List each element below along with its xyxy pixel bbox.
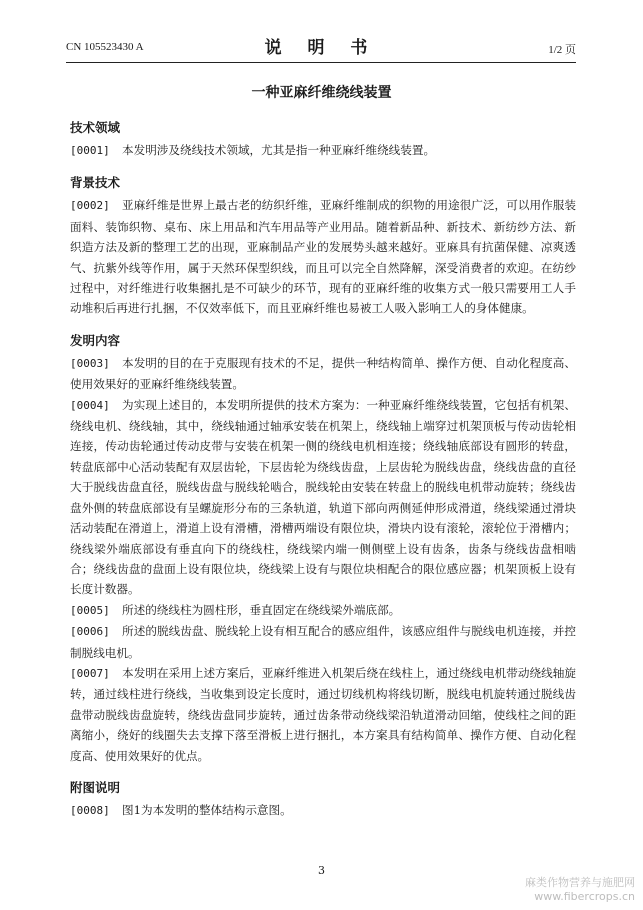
paragraph-text: 本发明涉及绕线技术领域，尤其是指一种亚麻纤维绕线装置。 xyxy=(122,143,436,157)
header-divider xyxy=(66,62,576,63)
page-header xyxy=(66,33,576,57)
paragraph xyxy=(70,195,576,318)
paragraph xyxy=(70,600,576,621)
section-background xyxy=(70,173,576,318)
paragraph-text: 本发明的目的在于克服现有技术的不足，提供一种结构简单、操作方便、自动化程度高、使用效果好的亚麻纤维绕线装置。 xyxy=(70,355,576,392)
paragraph-text: 亚麻纤维是世界上最古老的纺织纤维，亚麻纤维制成的织物的用途很广泛，可以用作服装面料、装饰织物、桌布、床上用品和汽车用品等产业用品。随着新品种、新技术、新纺纱方法、新织造方法及新的整理工艺的出现，亚麻制品产业的发展势头越来越好。亚麻具有抗菌保健、凉爽透气、抗紫外线等作用，属于天然环保型织线，而且可以完全自然降解，深受消费者的欢迎。在纺纱过程中，对纤维进行收集捆扎是不可缺少的环节，现有的亚麻纤维的收集方式一般只需要用工人手动堆积后再进行扎捆，不仅效率低下，而且亚麻纤维也易被工人吸入影响工人的身体健康。 xyxy=(70,198,576,316)
document-title: 一种亚麻纤维绕线装置 xyxy=(251,85,392,101)
paragraph-number: [0007] xyxy=(70,666,110,680)
page-info: 1/2 页 xyxy=(548,44,576,56)
paragraph-text: 所述的绕线柱为圆柱形，垂直固定在绕线梁外端底部。 xyxy=(122,602,401,617)
paragraph-number: [0002] xyxy=(70,199,110,213)
paragraph xyxy=(70,140,576,161)
paragraph-text: 本发明在采用上述方案后，亚麻纤维进入机架后绕在线柱上，通过绕线电机带动绕线轴旋转，通过线柱进行绕线，当收集到设定长度时，通过切线机构将线切断，脱线电机旋转通过脱线齿盘带动脱线齿盘旋转，绕线齿盘同步旋转，通过齿条带动绕线梁沿轨道滑动回缩，使线柱之间的距离缩小，绕好的线圈失去支撑下落至滑板上进行捆扎，本方案具有结构简单、操作方便、自动化程度高、使用效果好的优点。 xyxy=(70,665,576,763)
document-body xyxy=(70,118,576,833)
paragraph-text: 为实现上述目的，本发明所提供的技术方案为：一种亚麻纤维绕线装置，它包括有机架、绕线电机、绕线轴，其中，绕线轴通过轴承安装在机架上，绕线轴上端穿过机架顶板与传动齿轮相连接，传动齿轮通过传动皮带与安装在机架一侧的绕线电机相连接；绕线轴底部设有圆形的转盘，转盘底部中心活动装配有双层齿轮，下层齿轮为绕线齿盘，上层齿轮为脱线齿盘，绕线齿盘的直径大于脱线齿盘直径，脱线齿盘与脱线轮啮合，脱线轮由安装在转盘上的脱线电机带动旋转；绕线齿盘外侧的转盘底部设有呈螺旋形分布的三条轨道，轨道下部向两侧延伸形成滑道，绕线梁通过滑块活动装配在滑道上，滑道上设有滑槽，滑槽两端设有限位块，滑块内设有滚轮，滚轮位于滑槽内；绕线梁外端底部设有垂直向下的绕线柱，绕线梁内端一侧侧壁上设有齿条，齿条与绕线齿盘相啮合；绕线齿盘的盘面上设有限位块，绕线梁上设有与限位块相配合的限位感应器；机架顶板上设有长度计数器。 xyxy=(70,397,576,597)
paragraph-text: 所述的脱线齿盘、脱线轮上设有相互配合的感应组件，该感应组件与脱线电机连接，并控制脱线电机。 xyxy=(70,624,576,660)
paragraph-number: [0003] xyxy=(70,356,110,370)
section-technical-field xyxy=(70,118,576,161)
paragraph-number: [0006] xyxy=(70,625,110,639)
section-heading: 背景技术 xyxy=(70,175,121,191)
paragraph xyxy=(70,621,576,663)
section-summary xyxy=(70,331,576,766)
paragraph-number: [0004] xyxy=(70,398,110,412)
document-type: 说 明 书 xyxy=(264,38,378,58)
section-heading: 发明内容 xyxy=(70,332,121,348)
paragraph-text: 图1为本发明的整体结构示意图。 xyxy=(122,802,292,817)
section-heading: 附图说明 xyxy=(70,779,121,795)
page-number: 3 xyxy=(318,864,325,877)
paragraph-number: [0008] xyxy=(70,803,110,817)
section-drawings xyxy=(70,778,576,821)
watermark-url: www.fibercrops.cn xyxy=(534,890,635,903)
paragraph-number: [0001] xyxy=(70,144,110,157)
paragraph xyxy=(70,663,576,766)
paragraph xyxy=(70,353,576,395)
site-watermark xyxy=(525,876,635,904)
patent-number: CN 105523430 A xyxy=(66,41,144,53)
watermark-site-name: 麻类作物营养与施肥网 xyxy=(525,876,635,889)
section-heading: 技术领域 xyxy=(70,120,121,135)
paragraph xyxy=(70,395,576,600)
paragraph-number: [0005] xyxy=(70,603,110,617)
paragraph xyxy=(70,800,576,821)
